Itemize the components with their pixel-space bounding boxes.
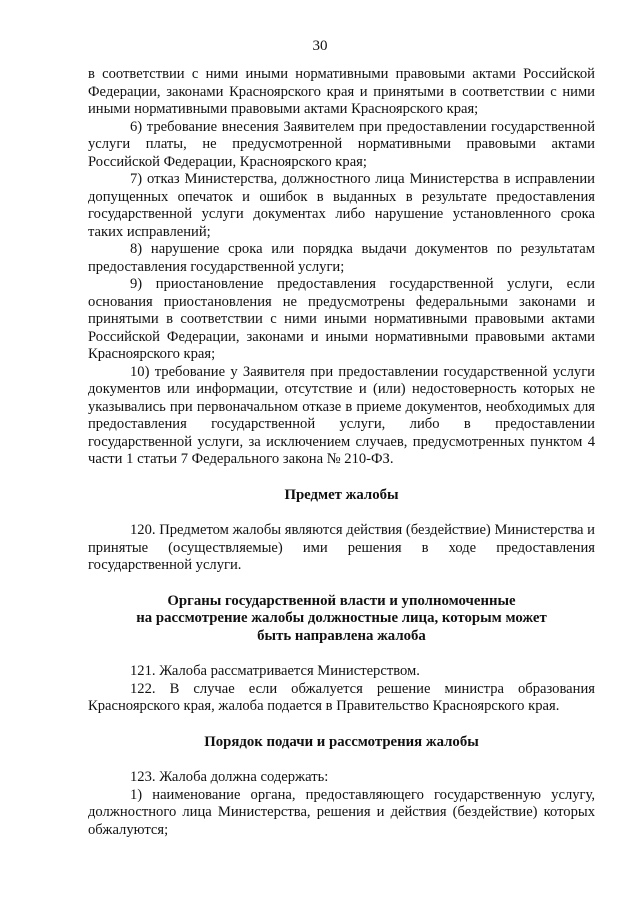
document-body: [88, 66, 595, 839]
paragraph-121: 121. Жалоба рассматривается Министерством.: [130, 663, 420, 679]
paragraph-item-6: 6) требование внесения Заявителем при предоставлении государственной услуги платы, не предусмотренной нормативными правовыми актами Российской Федерации, Красноярского края;: [88, 118, 595, 170]
paragraph-continuation: в соответствии с ними иными нормативными правовыми актами Российской Федерации, законами Красноярского края и принятыми в соответствии с ними иными нормативными правовыми актами Красноярского края;: [88, 66, 595, 117]
paragraph-120: 120. Предметом жалобы являются действия (бездействие) Министерства и принятые (осуществляемые) ими решения в ходе предоставления государственной услуги.: [88, 522, 595, 573]
section-heading-bodies-line2: на рассмотрение жалобы должностные лица, которым может: [136, 610, 547, 626]
paragraph-123: 123. Жалоба должна содержать:: [130, 769, 329, 785]
paragraph-122: 122. В случае если обжалуется решение министра образования Красноярского края, жалоба подается в Правительство Красноярского края.: [88, 680, 595, 714]
paragraph-item-8: 8) нарушение срока или порядка выдачи документов по результатам предоставления государственной услуги;: [88, 241, 595, 275]
section-heading-bodies-line3: быть направлена жалоба: [257, 627, 426, 644]
page-number: 30: [312, 38, 328, 54]
section-heading-bodies: [88, 593, 595, 646]
section-heading-procedure: Порядок подачи и рассмотрения жалобы: [204, 733, 479, 750]
section-heading-bodies-line1: Органы государственной власти и уполномоченные: [167, 592, 516, 609]
paragraph-item-10: 10) требование у Заявителя при предоставлении государственной услуги документов или информации, отсутствие и (или) недостоверность которых не указывались при первоначальном отказе в приеме документов, необходимых для предоставления государственной услуги, либо в предоставлении государственной услуги, за исключением случаев, предусмотренных пунктом 4 части 1 статьи 7 Федерального закона № 210-ФЗ.: [88, 363, 595, 467]
paragraph-item-9: 9) приостановление предоставления государственной услуги, если основания приостановления не предусмотрены федеральными законами и принятыми в соответствии с ними иными нормативными правовыми актами Российской Федерации, законами и иными нормативными правовыми актами Красноярского края;: [88, 276, 595, 362]
paragraph-123-item-1: 1) наименование органа, предоставляющего государственную услугу, должностного лица Министерства, решения и действия (бездействие) которых обжалуются;: [88, 786, 595, 838]
section-heading-subject: Предмет жалобы: [284, 486, 399, 503]
paragraph-item-7: 7) отказ Министерства, должностного лица Министерства в исправлении допущенных опечаток и ошибок в выданных в результате предоставления государственной услуги документах либо нарушение установленного срока таких исправлений;: [88, 171, 595, 240]
